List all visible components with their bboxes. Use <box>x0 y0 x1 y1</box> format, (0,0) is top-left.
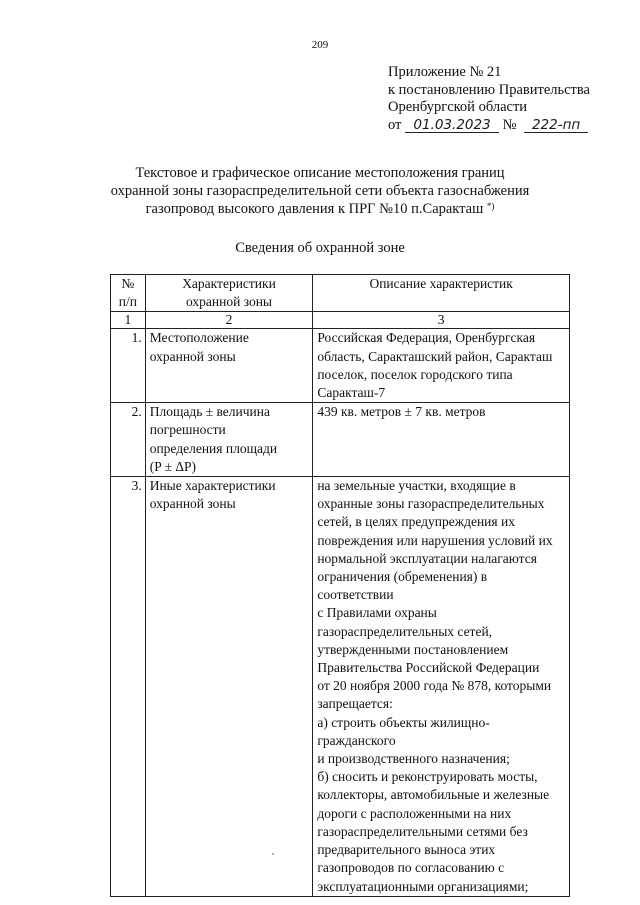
header-number: № п/п <box>111 275 146 312</box>
title-line-1: Текстовое и графическое описание местоположения границ <box>135 165 505 181</box>
column-number-3: 3 <box>313 312 570 329</box>
title-line-3-text: газопровод высокого давления к ПРГ №10 п.Саракташ <box>145 201 484 217</box>
row-characteristic: Местоположение охранной зоны <box>145 329 313 403</box>
appendix-date-number <box>388 117 590 135</box>
table-row <box>111 477 570 897</box>
header-characteristic: Характеристики охранной зоны <box>145 275 313 312</box>
row-description: на земельные участки, входящие в охранные зоны газораспределительных сетей, в целях предупреждения их повреждения или нарушения условий их нормальной эксплуатации налагаются ограничения (обременения) в соответствии с Правилами охраны газораспределительных сетей, утвержденными постановлением Правительства Российской Федерации от 20 ноября 2000 года № 878, которыми запрещается: а) строить объекты жилищно-гражданского и производственного назначения; б) сносить и реконструировать мосты, коллекторы, автомобильные и железные дороги с расположенными на них газораспределительными сетями без предварительного выноса этих газопроводов по согласованию с эксплуатационными организациями; <box>313 477 570 897</box>
column-number-2: 2 <box>145 312 313 329</box>
number-sign: № <box>502 116 517 133</box>
handwritten-date: 01.03.2023 <box>405 118 499 133</box>
column-number-row <box>111 312 570 329</box>
table-row <box>111 329 570 403</box>
scan-dot <box>272 853 274 855</box>
title-line-3 <box>40 200 600 218</box>
table-header-row <box>111 275 570 312</box>
row-characteristic: Иные характеристики охранной зоны <box>145 477 313 897</box>
row-number: 3. <box>111 477 146 897</box>
page-number: 209 <box>311 39 329 51</box>
appendix-title: Приложение № 21 <box>388 64 502 80</box>
appendix-block <box>388 64 590 134</box>
row-characteristic: Площадь ± величина погрешности определения площади (P ± ΔP) <box>145 403 313 477</box>
row-number: 1. <box>111 329 146 403</box>
date-prefix: от <box>388 116 402 133</box>
document-title <box>40 164 600 218</box>
appendix-resolution: к постановлению Правительства <box>388 81 590 98</box>
row-number: 2. <box>111 403 146 477</box>
row-description: 439 кв. метров ± 7 кв. метров <box>313 403 570 477</box>
footnote-mark: *) <box>486 201 495 211</box>
title-line-2: охранной зоны газораспределительной сети объекта газоснабжения <box>110 183 530 199</box>
zone-table <box>110 274 570 897</box>
header-description: Описание характеристик <box>313 275 570 312</box>
appendix-region: Оренбургской области <box>388 99 528 115</box>
table-row <box>111 403 570 477</box>
section-subtitle: Сведения об охранной зоне <box>235 240 405 256</box>
column-number-1: 1 <box>111 312 146 329</box>
row-description: Российская Федерация, Оренбургская область, Саракташский район, Саракташ поселок, поселок городского типа Саракташ-7 <box>313 329 570 403</box>
handwritten-number: 222-пп <box>524 118 588 133</box>
